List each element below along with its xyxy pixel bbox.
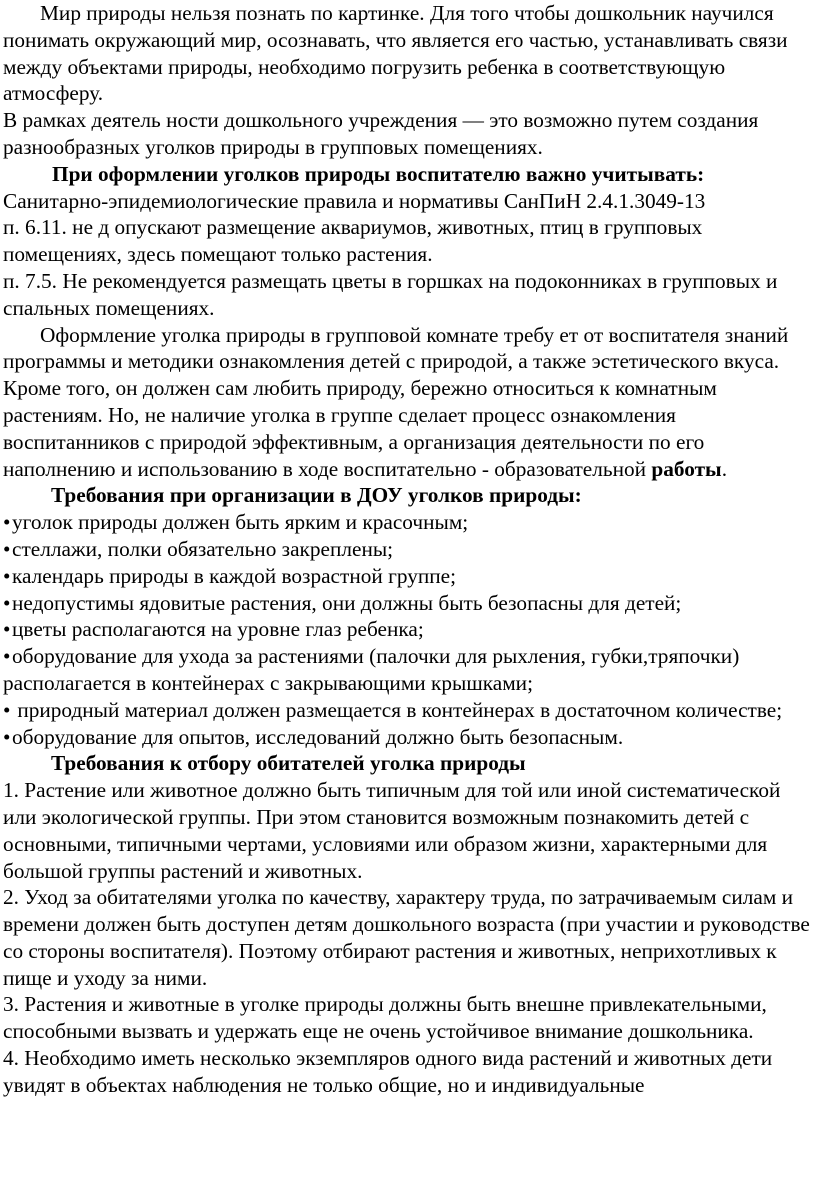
requirements-heading: Требования при организации в ДОУ уголков природы: [51, 483, 582, 508]
bullet-icon: • [3, 617, 11, 642]
design-text-bold: работы [651, 456, 722, 481]
bullet-icon: • [3, 590, 11, 615]
list-item: •стеллажи, полки обязательно закреплены; [3, 536, 394, 561]
bullet-icon: • [3, 536, 11, 561]
sanpin-heading: При оформлении уголков природы воспитателю важно учитывать: [52, 161, 705, 186]
list-item: •оборудование для опытов, исследований должно быть безопасным. [3, 724, 624, 749]
sanpin-line: Санитарно-эпидемиологические правила и нормативы СанПиН 2.4.1.3049-13 [3, 188, 706, 213]
list-item: •календарь природы в каждой возрастной группе; [3, 563, 457, 588]
selection-item: 3. Растения и животные в уголке природы должны быть внешне привлекательными, способными вызвать и удержать еще не очень устойчивое внимание дошкольника. [3, 992, 767, 1044]
list-item: •цветы располагаются на уровне глаз ребенка; [3, 617, 424, 642]
sanpin-line: п. 7.5. Не рекомендуется размещать цветы в горшках на подоконниках в групповых и спальных помещениях. [3, 268, 778, 320]
intro-paragraph-2: В рамках деятель ности дошкольного учреждения — это возможно путем создания разнообразных уголков природы в групповых помещениях. [3, 108, 759, 159]
intro-paragraph: Мир природы нельзя познать по картинке. Для того чтобы дошкольник научился понимать окружающий мир, осознавать, что является его частью, устанавливать связи между объектами природы, необходимо погрузить ребенка в соответствующую атмосферу. [3, 1, 788, 106]
bullet-icon: • [3, 563, 11, 588]
selection-item: 1. Растение или животное должно быть типичным для той или иной систематической или экологической группы. При этом становится возможным познакомить детей с основными, типичными чертами, условиями или образом жизни, характерными для большой группы растений и животных. [3, 778, 781, 883]
list-item: •оборудование для ухода за растениями (палочки для рыхления, губки,тряпочки) располагается в контейнерах с закрывающими крышками; [3, 644, 740, 695]
bullet-icon: • [3, 510, 11, 535]
bullet-icon: • [3, 697, 11, 722]
list-item: •недопустимы ядовитые растения, они должны быть безопасны для детей; [3, 590, 682, 615]
bullet-icon: • [3, 644, 11, 669]
list-item: •уголок природы должен быть ярким и красочным; [3, 510, 469, 535]
sanpin-line: п. 6.11. не д опускают размещение аквариумов, животных, птиц в групповых помещениях, здесь помещают только растения. [3, 215, 703, 267]
bullet-icon: • [3, 724, 11, 749]
selection-item: 4. Необходимо иметь несколько экземпляров одного вида растений и животных дети увидят в объектах наблюдения не только общие, но и индивидуальные [3, 1046, 773, 1097]
selection-heading: Требования к отбору обитателей уголка природы [51, 751, 526, 776]
design-paragraph [3, 322, 816, 483]
design-text-end: образовательной [494, 456, 647, 481]
requirements-list [3, 509, 816, 750]
list-item: • природный материал должен размещается в контейнерах в достаточном количестве; [3, 697, 783, 722]
design-text-period: . [721, 456, 728, 481]
design-text: Оформление уголка природы в групповой комнате требу ет от воспитателя знаний программы и методики ознакомления детей с природой, а также эстетического вкуса. Кроме того, он должен сам любить природу, бережно относиться к комнатным растениям. Но, не наличие уголка в группе сделает процесс ознакомления воспитанников с природой эффективным, а организация деятельности по его наполнению и использованию в ходе воспитательно - [3, 322, 789, 481]
selection-item: 2. Уход за обитателями уголка по качеству, характеру труда, по затрачиваемым силам и времени должен быть доступен детям дошкольного возраста (при участии и руководстве со стороны воспитателя). Поэтому отбирают растения и животных, неприхотливых к пище и уходу за ними. [3, 885, 810, 990]
